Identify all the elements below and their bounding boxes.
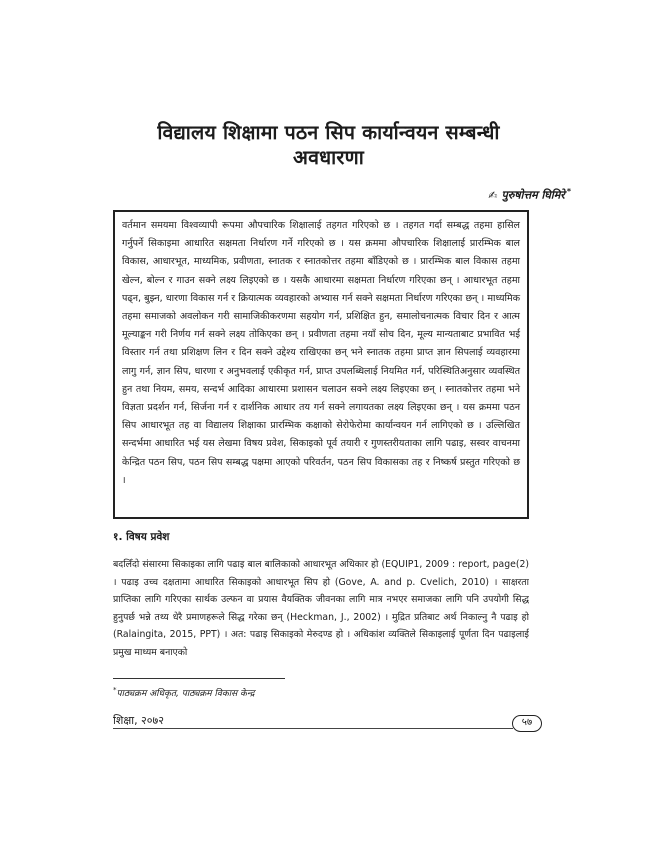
abstract-box	[113, 210, 529, 519]
title-line-1: विद्यालय शिक्षामा पठन सिप कार्यान्वयन सम्बन्धी	[157, 121, 500, 144]
footnote-marker: *	[113, 686, 117, 694]
footer-rule	[113, 728, 513, 729]
page-number-badge: ५७	[512, 715, 542, 732]
author-footnote-marker: *	[566, 187, 571, 196]
footnote-text: पाठ्यक्रम अधिकृत, पाठ्यक्रम विकास केन्द्र	[116, 689, 255, 699]
author-line	[488, 185, 571, 203]
author-name: पुरुषोत्तम घिमिरे	[501, 188, 565, 202]
footnote	[113, 684, 255, 700]
section-heading: १. विषय प्रवेश	[113, 531, 170, 543]
footnote-divider	[113, 678, 285, 679]
journal-footer: शिक्षा, २०७२	[113, 714, 164, 727]
body-paragraph: बदलिँदो संसारमा सिकाइका लागि पढाइ बाल बालिकाको आधारभूत अधिकार हो (EQUIP1, 2009 : report, page(2) । पढाइ उच्च दक्षतामा आधारित सिकाइको आधारभूत सिप हो (Gove, A. and p. Cvelich, 2010) । साक्षरता प्राप्तिका लागि गरिएका सार्थक उल्फन वा प्रयास वैयक्तिक जीवनका लागि मात्र नभएर समाजका लागि पनि उपयोगी सिद्ध हुनुपर्छ भन्ने तथ्य धेरै प्रमाणहरूले सिद्ध गरेका छन् (Heckman, J., 2002) । मुद्रित प्रतिबाट अर्थ निकाल्नु नै पढाइ हो (Ralaingita, 2015, PPT) । अत: पढाइ सिकाइको मेरुदण्ड हो । अधिकांश व्यक्तिले सिकाइलाई पूर्णता दिन पढाइलाई प्रमुख माध्यम बनाएको	[113, 559, 529, 658]
article-title	[0, 120, 657, 170]
abstract-text: वर्तमान समयमा विश्वव्यापी रूपमा औपचारिक शिक्षालाई तहगत गरिएको छ । तहगत गर्दा सम्बद्ध तहमा हासिल गर्नुपर्ने सिकाइमा आधारित सक्षमता निर्धारण गर्ने गरिएको छ । यस क्रममा औपचारिक शिक्षालाई प्रारम्भिक बाल विकास, आधारभूत, माध्यमिक, प्रवीणता, स्नातक र स्नातकोत्तर तहमा बाँडिएको छ । प्रारम्भिक बाल विकास तहमा खेल्न, बोल्न र गाउन सक्ने लक्ष्य लिइएको छ । यसकै आधारमा सक्षमता निर्धारण गरिएका छन् । आधारभूत तहमा पढ्न, बुझ्न, धारणा विकास गर्न र क्रियात्मक व्यवहारको अभ्यास गर्न सक्ने सक्षमता निर्धारण गरिएका छन् । माध्यमिक तहमा समाजको अवलोकन गरी सामाजिकीकरणमा सहयोग गर्न, प्रशिक्षित हुन, समालोचनात्मक विचार दिन र आत्म मूल्याङ्कन गरी निर्णय गर्न सक्ने लक्ष्य तोकिएका छन् । प्रवीणता तहमा नयाँ सोच दिन, मूल्य मान्यताबाट प्रभावित भई विस्तार गर्न तथा प्रशिक्षण लिन र दिन सक्ने उद्देश्य राखिएका छन् भने स्नातक तहमा प्राप्त ज्ञान सिपलाई व्यवहारमा लागु गर्न, ज्ञान सिप, धारणा र अनुभवलाई एकीकृत गर्न, प्राप्त उपलब्धिलाई नियमित गर्न, परिस्थितिअनुसार व्यवस्थित हुन तथा नियम, समय, सन्दर्भ आदिका आधारमा प्रशासन चलाउन सक्ने लक्ष्य लिइएका छन् । स्नातकोत्तर तहमा भने विज्ञता प्रदर्शन गर्न, सिर्जना गर्न र दार्शनिक आधार तय गर्न सक्ने लगायतका लक्ष्य लिइएका छन् । यस क्रममा पठन सिप आधारभूत तह वा विद्यालय शिक्षाका प्रारम्भिक कक्षाको सेरोफेरोमा कार्यान्वयन गर्न लागिएको छ । उल्लिखित सन्दर्भमा आधारित भई यस लेखमा विषय प्रवेश, सिकाइको पूर्व तयारी र गुणस्तरीयताका लागि पढाइ, सस्वर वाचनमा केन्द्रित पठन सिप, पठन सिप सम्बद्ध पक्षमा आएको परिवर्तन, पठन सिप विकासका तह र निष्कर्ष प्रस्तुत गरिएको छ ।	[122, 220, 520, 486]
pen-icon: ✍	[488, 188, 498, 202]
title-line-2: अवधारणा	[293, 146, 364, 169]
